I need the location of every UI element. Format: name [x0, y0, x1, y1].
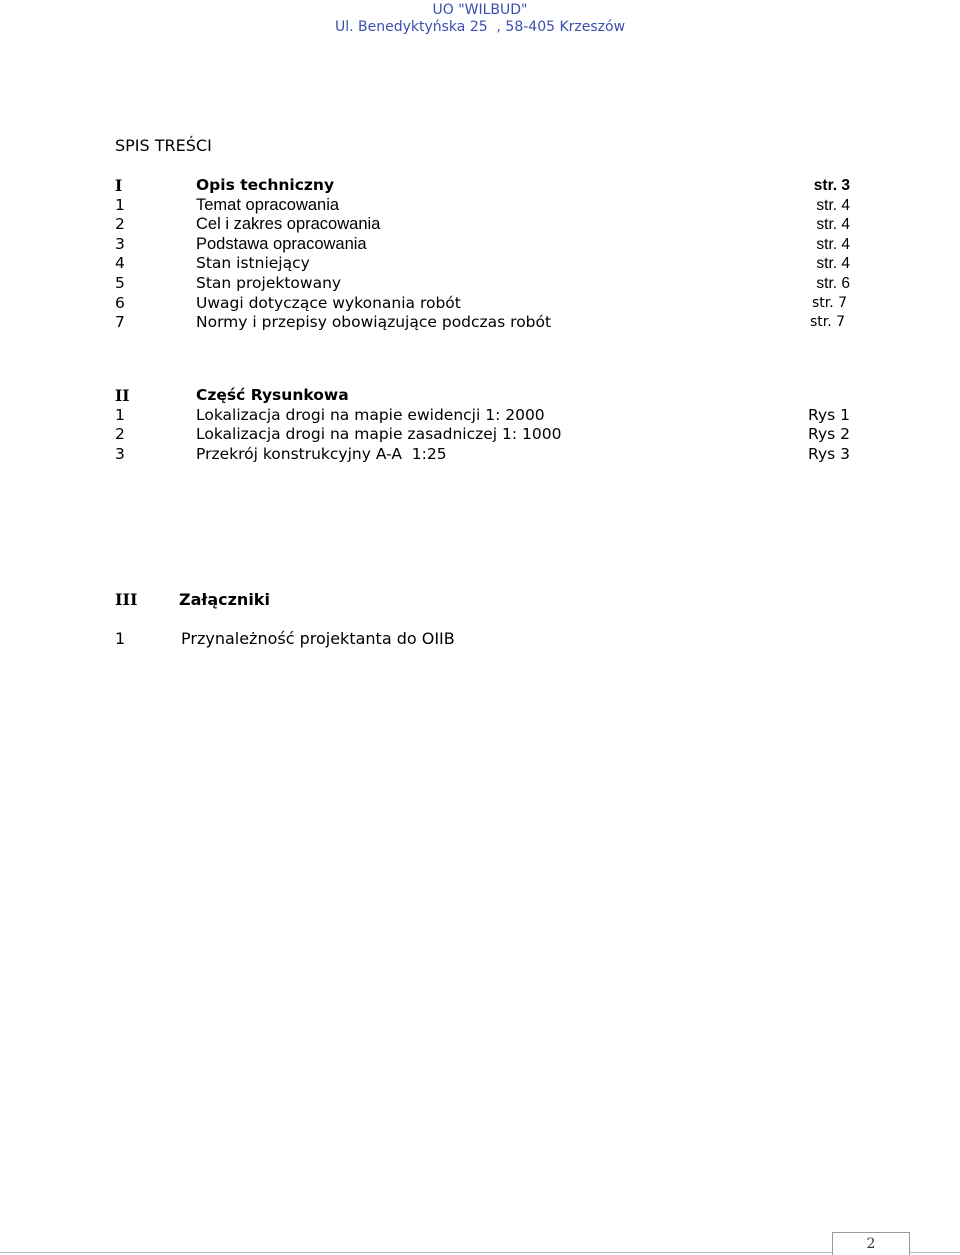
company-name: UO "WILBUD" [432, 2, 528, 18]
section-title: Załączniki [179, 590, 270, 609]
toc-item [115, 406, 850, 426]
toc-item [115, 294, 850, 314]
item-title: Przekrój konstrukcyjny A-A 1:25 [196, 444, 447, 463]
page-number: 2 [866, 1236, 876, 1252]
section-number: I [115, 176, 123, 195]
company-address: Ul. Benedyktyńska 25 , 58-405 Krzeszów [334, 19, 626, 35]
toc-section-heading [115, 386, 850, 406]
item-page: str. 7 [811, 294, 847, 311]
item-number: 3 [115, 234, 125, 253]
toc-title: SPIS TREŚCI [115, 136, 212, 155]
toc-item [115, 313, 850, 333]
item-page: str. 4 [816, 255, 850, 273]
footer-divider [0, 1252, 960, 1253]
item-page: str. 4 [816, 235, 850, 253]
page-number-box [832, 1232, 910, 1255]
item-number: 6 [115, 293, 125, 312]
item-title: Podstawa opracowania [196, 234, 367, 253]
toc-item [115, 254, 850, 274]
item-title: Uwagi dotyczące wykonania robót [196, 293, 461, 312]
toc-item [115, 196, 850, 216]
item-page: Rys 2 [808, 425, 850, 444]
item-number: 5 [115, 273, 125, 292]
item-number: 1 [115, 405, 125, 424]
section-title: Opis techniczny [196, 176, 335, 194]
item-number: 7 [115, 313, 125, 332]
item-title: Normy i przepisy obowiązujące podczas robót [196, 313, 552, 332]
section-number: II [115, 386, 130, 405]
toc-section-2 [115, 386, 850, 464]
item-number: 2 [115, 215, 125, 234]
item-page: str. 6 [816, 274, 850, 292]
document-header [0, 2, 960, 36]
item-number: 1 [115, 629, 126, 648]
item-number: 4 [115, 254, 125, 273]
section-title: Część Rysunkowa [196, 386, 349, 404]
item-title: Lokalizacja drogi na mapie zasadniczej 1: 1000 [196, 425, 562, 444]
item-number: 2 [115, 425, 125, 444]
item-page: str. 4 [816, 196, 850, 214]
toc-item [115, 215, 850, 235]
toc-section-heading [115, 176, 850, 196]
toc-item [115, 445, 850, 465]
item-page: str. 7 [809, 314, 845, 331]
item-title: Cel i zakres opracowania [196, 215, 381, 234]
item-title: Stan projektowany [196, 273, 342, 292]
item-title: Temat opracowania [196, 195, 340, 214]
item-page: str. 4 [816, 216, 850, 234]
item-title: Stan istniejący [196, 254, 310, 273]
item-page: Rys 3 [808, 444, 850, 463]
item-page: Rys 1 [808, 405, 850, 424]
item-number: 3 [115, 444, 125, 463]
toc-item [115, 235, 850, 255]
item-title: Lokalizacja drogi na mapie ewidencji 1: 2000 [196, 405, 545, 424]
item-number: 1 [115, 195, 125, 214]
toc-item [115, 425, 850, 445]
item-title: Przynależność projektanta do OIIB [181, 629, 455, 648]
section-page: str. 3 [813, 177, 850, 194]
toc-section-1 [115, 176, 850, 333]
section-number: III [115, 590, 138, 609]
toc-item [115, 274, 850, 294]
